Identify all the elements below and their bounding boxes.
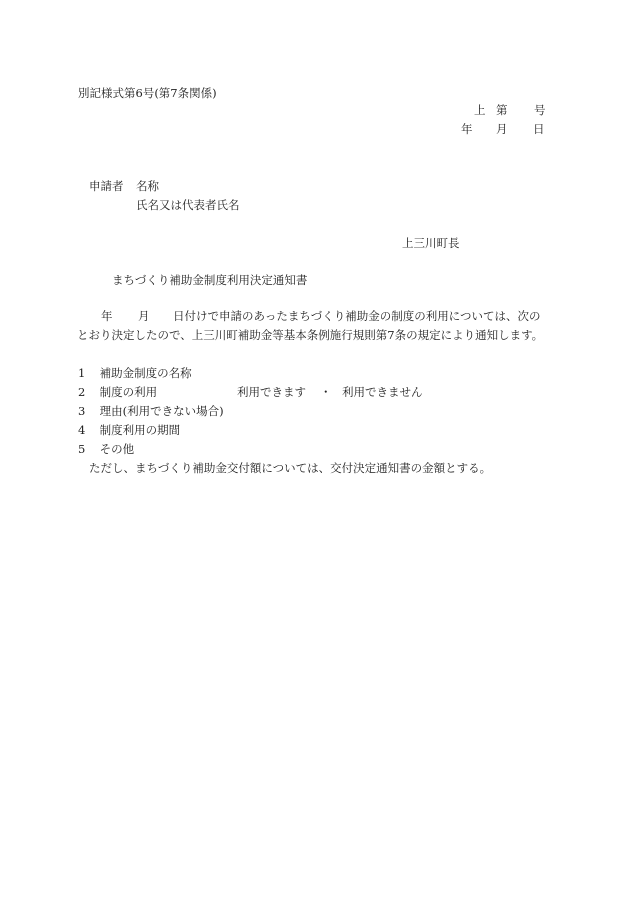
item-label: 理由(利用できない場合) <box>99 404 224 418</box>
body-month: 月 <box>138 309 150 323</box>
usage-option-cannot: 利用できません <box>342 385 423 399</box>
item-label: 制度の利用 <box>99 385 158 399</box>
form-number: 別記様式第6号(第7条関係) <box>78 86 217 100</box>
item-number: 1 <box>78 366 86 380</box>
doc-ref-dai: 第 <box>496 103 508 117</box>
document-title: まちづくり補助金制度利用決定通知書 <box>112 273 308 287</box>
item-5 <box>78 442 134 456</box>
body-text-line1: 日付けで申請のあったまちづくり補助金の制度の利用については、次の <box>173 309 541 323</box>
doc-date-day: 日 <box>533 122 545 136</box>
applicant-rep-label: 氏名又は代表者氏名 <box>136 198 240 212</box>
note: ただし、まちづくり補助金交付額については、交付決定通知書の金額とする。 <box>89 461 492 475</box>
usage-option-separator: ・ <box>320 385 332 399</box>
doc-date-year: 年 <box>461 122 473 136</box>
item-number: 2 <box>78 385 86 399</box>
item-1 <box>78 366 192 380</box>
issuer: 上三川町長 <box>402 236 460 250</box>
item-number: 4 <box>78 423 86 437</box>
doc-date-month: 月 <box>496 122 508 136</box>
item-label: その他 <box>99 442 135 456</box>
body-text-line2: とおり決定したので、上三川町補助金等基本条例施行規則第7条の規定により通知します。 <box>77 328 544 342</box>
usage-option-can: 利用できます <box>237 385 306 399</box>
item-3 <box>78 404 224 418</box>
item-label: 制度利用の期間 <box>99 423 181 437</box>
item-4 <box>78 423 180 437</box>
item-label: 補助金制度の名称 <box>99 366 192 380</box>
applicant-name-label: 名称 <box>136 179 159 193</box>
applicant-label: 申請者 <box>89 179 124 193</box>
doc-ref-prefix: 上 <box>474 103 486 117</box>
doc-ref-go: 号 <box>534 103 546 117</box>
item-number: 3 <box>78 404 86 418</box>
item-2 <box>78 385 157 399</box>
body-year: 年 <box>101 309 113 323</box>
item-number: 5 <box>78 442 86 456</box>
